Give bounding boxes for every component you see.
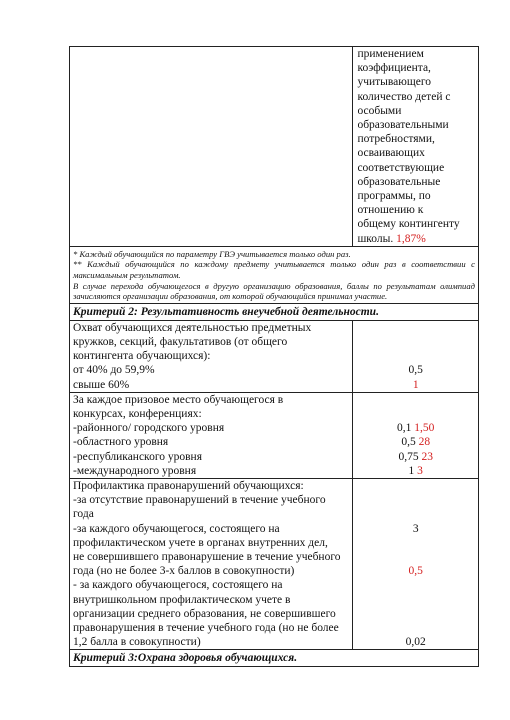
block-3-text	[70, 479, 353, 650]
top-cell-line: соответствующие	[357, 161, 445, 174]
score-line	[356, 607, 475, 621]
score-value: 3	[412, 522, 419, 535]
criteria-table	[69, 46, 479, 667]
criterion-2-row	[70, 303, 479, 320]
block-3-row	[70, 479, 479, 650]
score-value: 0,5	[401, 436, 419, 449]
criterion-line: правонарушения в течение учебного года (но не более	[73, 622, 339, 635]
block-1-row	[70, 320, 479, 392]
score-line	[356, 450, 475, 464]
criterion-line: -за отсутствие правонарушений в течение учебного	[73, 494, 326, 507]
top-cell-line: учитывающего	[357, 76, 432, 89]
score-line	[356, 335, 475, 349]
score-line	[356, 621, 475, 635]
criterion-line: -областного уровня	[73, 436, 169, 449]
score-line	[356, 507, 475, 521]
score-result: 1,50	[414, 422, 435, 435]
criterion-line: внутришкольном профилактическом учете в	[73, 593, 291, 606]
top-row	[70, 47, 479, 247]
criterion-2-heading: Критерий 2: Результативность внеучебной деятельности.	[70, 303, 479, 320]
score-line	[356, 464, 475, 478]
note-2: ** Каждый обучающийся по каждому предмету учитывается только один раз в соответствии с максимальным результатом.	[73, 259, 475, 281]
score-line	[356, 479, 475, 493]
criterion-line: - за каждого обучающегося, состоящего на	[73, 579, 283, 592]
score-value: 0,1	[397, 422, 415, 435]
top-cell-line: образовательные	[357, 175, 441, 188]
score-line	[356, 578, 475, 592]
score-line	[356, 593, 475, 607]
criterion-line: -республиканского уровня	[73, 450, 202, 463]
note-1: * Каждый обучающийся по параметру ГВЭ учитывается только один раз.	[73, 248, 351, 259]
criterion-line: -за каждого обучающегося, состоящего на	[73, 522, 280, 535]
top-cell-line: осваивающих	[357, 147, 425, 160]
score-line	[356, 407, 475, 421]
score-line	[356, 522, 475, 536]
criterion-line: свыше 60%	[73, 378, 130, 391]
score-value: 0,02	[405, 636, 426, 649]
top-left-cell	[70, 47, 353, 247]
top-cell-line: потребностями,	[357, 133, 435, 146]
criterion-3-row	[70, 650, 479, 667]
score-line	[356, 363, 475, 377]
criterion-line: организации среднего образования, не совершившего	[73, 607, 336, 620]
criterion-line: 1,2 балла в совокупности)	[73, 636, 201, 649]
top-cell-line: общему контингенту	[357, 218, 460, 231]
block-1-values	[353, 320, 479, 392]
criterion-line: конкурсах, конференциях:	[73, 408, 202, 421]
criterion-line: года (но не более 3-х баллов в совокупности)	[73, 565, 295, 578]
block-1-text	[70, 320, 353, 392]
score-result: 23	[421, 450, 433, 463]
criterion-line: Охват обучающихся деятельностью предметных	[73, 321, 312, 334]
top-cell-line: особыми	[357, 104, 402, 117]
notes-row	[70, 246, 479, 303]
criterion-line: контингента обучающихся):	[73, 350, 211, 363]
score-line	[356, 321, 475, 335]
score-line	[356, 435, 475, 449]
top-right-cell	[353, 47, 479, 247]
criterion-line: не совершившего правонарушение в течение учебного	[73, 551, 341, 564]
score-line	[356, 564, 475, 578]
top-cell-last-line	[357, 232, 474, 246]
criterion-line: кружков, секций, факультативов (от общего	[73, 336, 288, 349]
score-value: 0,5	[408, 364, 423, 377]
score-result: 1	[412, 378, 419, 391]
score-result: 28	[418, 436, 431, 449]
criterion-3-heading: Критерий 3:Охрана здоровья обучающихся.	[70, 650, 479, 667]
criterion-line: -районного/ городского уровня	[73, 422, 225, 435]
score-line	[356, 378, 475, 392]
score-value: 0,75	[398, 450, 422, 463]
top-cell-line: коэффициента,	[357, 62, 431, 75]
block-2-row	[70, 392, 479, 478]
score-line	[356, 536, 475, 550]
document-page	[69, 46, 479, 667]
criterion-line: года	[73, 508, 94, 521]
block-2-values	[353, 392, 479, 478]
score-line	[356, 393, 475, 407]
criterion-line: -международного уровня	[73, 464, 197, 477]
top-cell-line: применением	[357, 48, 424, 60]
score-line	[356, 635, 475, 649]
score-value: 1	[408, 464, 418, 477]
top-cell-last-prefix: школы.	[357, 232, 397, 245]
block-3-values	[353, 479, 479, 650]
block-2-text	[70, 392, 353, 478]
note-3: В случае перехода обучающегося в другую организацию образования, баллы по результатам олимпиад зачисляются организации образования, от которой обучающийся принимал участие.	[73, 280, 475, 302]
notes-cell	[70, 246, 479, 303]
top-cell-line: отношению к	[357, 204, 424, 217]
top-cell-line: количество детей с	[357, 90, 451, 103]
score-line	[356, 421, 475, 435]
criterion-line: За каждое призовое место обучающегося в	[73, 393, 284, 406]
top-cell-lines	[357, 47, 474, 232]
score-line	[356, 349, 475, 363]
score-line	[356, 493, 475, 507]
top-cell-line: образовательными	[357, 119, 449, 132]
criterion-line: профилактическом учете в органах внутренних дел,	[73, 536, 328, 549]
score-line	[356, 550, 475, 564]
score-result: 0,5	[408, 565, 423, 578]
top-cell-line: программы, по	[357, 190, 431, 203]
criterion-line: от 40% до 59,9%	[73, 364, 155, 377]
top-cell-percentage: 1,87%	[396, 232, 426, 245]
score-result: 3	[417, 464, 423, 477]
criterion-line: Профилактика правонарушений обучающихся:	[73, 480, 304, 493]
